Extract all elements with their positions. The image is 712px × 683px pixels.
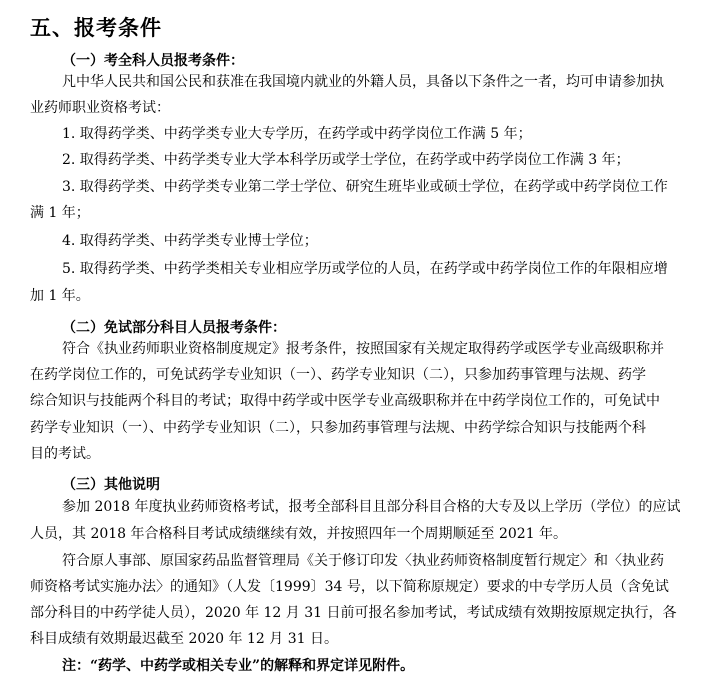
part2-line2: 在药学岗位工作的，可免试药学专业知识（一）、药学专业知识（二），只参加药事管理与法规、药学 bbox=[30, 367, 646, 383]
part1-heading: （一）考全科人员报考条件： bbox=[62, 53, 244, 69]
part1-item4: 4. 取得药学类、中药学类专业博士学位； bbox=[62, 233, 318, 249]
section-title: 五、报考条件 bbox=[30, 16, 162, 40]
part1-item3-line1: 3. 取得药学类、中药学类专业第二学士学位、研究生班毕业或硕士学位，在药学或中药学岗位工作 bbox=[62, 179, 668, 195]
part3-para2-line3: 部分科目的中药学徒人员），2020 年 12 月 31 日前可报名参加考试，考试成绩有效期按原规定执行，各 bbox=[30, 605, 677, 621]
part2-line5: 目的考试。 bbox=[30, 446, 100, 462]
part2-line4: 药学专业知识（一）、中药学专业知识（二），只参加药事管理与法规、中药学综合知识与技能两个科 bbox=[30, 420, 646, 436]
part3-para1-line1: 参加 2018 年度执业药师资格考试，报考全部科目且部分科目合格的大专及以上学历（学位）的应试 bbox=[62, 499, 681, 515]
part1-item3-line2: 满 1 年； bbox=[30, 205, 90, 221]
part3-para2-line1: 符合原人事部、原国家药品监督管理局《关于修订印发〈执业药师资格制度暂行规定〉和〈执业药 bbox=[62, 553, 664, 569]
part3-para1-line2: 人员，其 2018 年合格科目考试成绩继续有效，并按照四年一个周期顺延至 2021 年。 bbox=[30, 526, 568, 542]
part2-heading: （二）免试部分科目人员报考条件： bbox=[62, 320, 286, 336]
part2-line1: 符合《执业药师职业资格制度规定》报考条件，按照国家有关规定取得药学或医学专业高级职称并 bbox=[62, 341, 664, 357]
part1-item2: 2. 取得药学类、中药学类专业大学本科学历或学士学位，在药学或中药学岗位工作满 3 年； bbox=[62, 152, 630, 168]
part1-intro-line1: 凡中华人民共和国公民和获准在我国境内就业的外籍人员，具备以下条件之一者，均可申请参加执 bbox=[62, 74, 664, 90]
part3-para2-line4: 科目成绩有效期最迟截至 2020 年 12 月 31 日。 bbox=[30, 631, 338, 647]
part2-line3: 综合知识与技能两个科目的考试；取得中药学或中医学专业高级职称并在中药学岗位工作的，可免试中 bbox=[30, 393, 660, 409]
part1-item5-line2: 加 1 年。 bbox=[30, 288, 90, 304]
part3-heading: （三）其他说明 bbox=[62, 477, 160, 493]
part1-item1: 1. 取得药学类、中药学类专业大专学历，在药学或中药学岗位工作满 5 年； bbox=[62, 126, 532, 142]
part1-item5-line1: 5. 取得药学类、中药学类相关专业相应学历或学位的人员，在药学或中药学岗位工作的年限相应增 bbox=[62, 261, 668, 277]
part3-para2-line2: 师资格考试实施办法〉的通知》（人发〔1999〕34 号，以下简称原规定）要求的中专学历人员（含免试 bbox=[30, 579, 669, 595]
footnote: 注：“药学、中药学或相关专业”的解释和界定详见附件。 bbox=[62, 658, 415, 674]
part1-intro-line2: 业药师职业资格考试： bbox=[30, 100, 170, 116]
